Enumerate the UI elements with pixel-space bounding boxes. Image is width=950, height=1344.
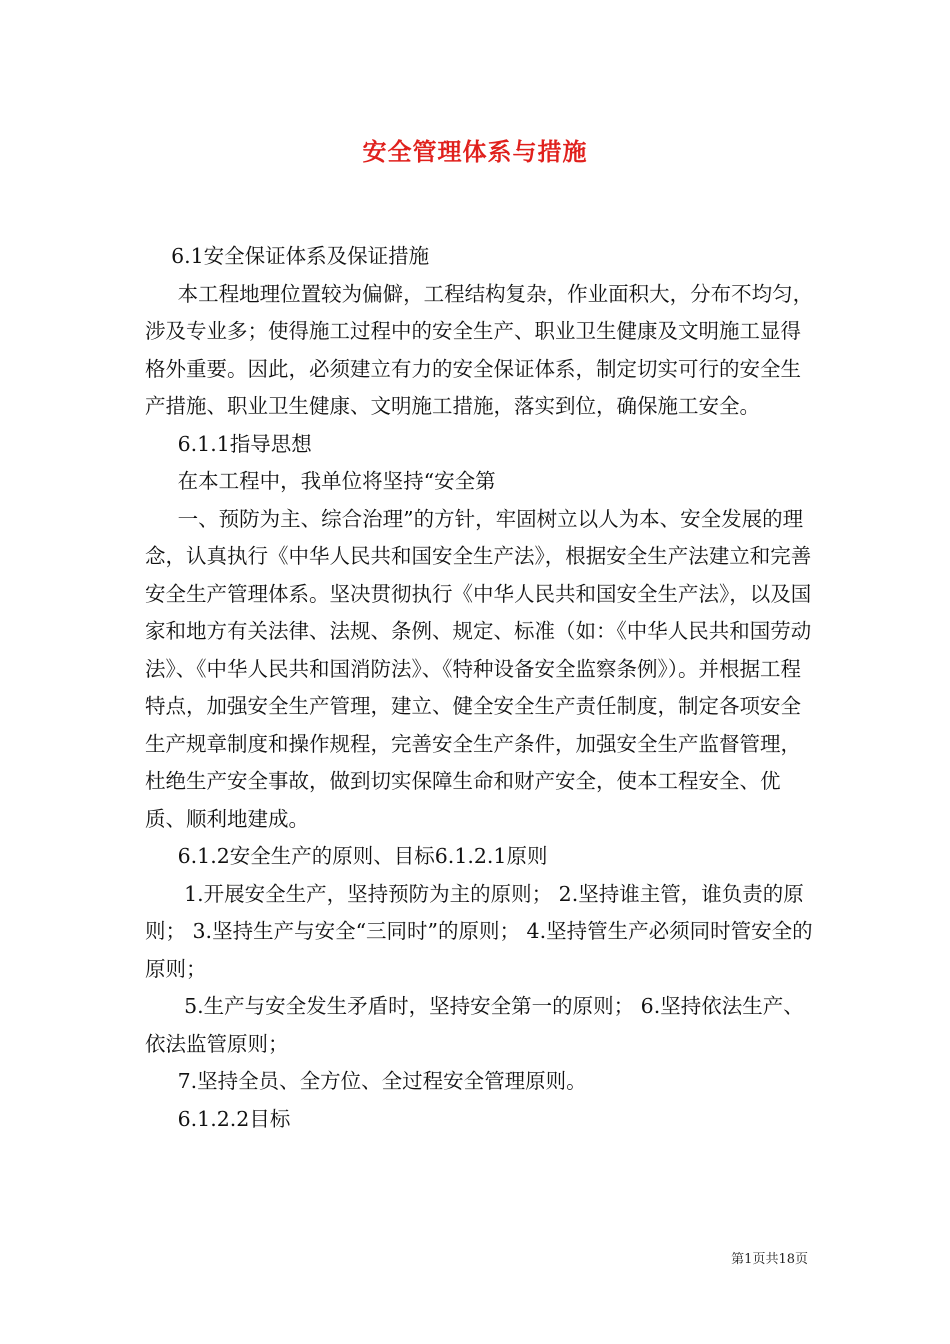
heading-6-1-2-2: 6.1.2.2目标 [145, 1106, 291, 1131]
document-body [145, 238, 815, 1138]
principle-7: 7.坚持全员、全方位、全过程安全管理原则。 [145, 1069, 587, 1093]
heading-6-1-1: 6.1.1指导思想 [145, 431, 312, 456]
principles-5-6: 5.生产与安全发生矛盾时，坚持安全第一的原则； 6.坚持依法生产、依法监管原则； [145, 994, 804, 1056]
paragraph-guiding-1: 在本工程中，我单位将坚持“安全第 [145, 469, 496, 493]
principles-1-4: 1.开展安全生产，坚持预防为主的原则； 2.坚持谁主管，谁负责的原则； 3.坚持生产与安全“三同时”的原则； 4.坚持管生产必须同时管安全的原则； [145, 881, 813, 981]
paragraph-intro: 本工程地理位置较为偏僻，工程结构复杂，作业面积大，分布不均匀，涉及专业多；使得施工过程中的安全生产、职业卫生健康及文明施工显得格外重要。因此，必须建立有力的安全保证体系，制定切实可行的安全生产措施、职业卫生健康、文明施工措施，落实到位，确保施工安全。 [145, 281, 814, 418]
heading-6-1: 6.1安全保证体系及保证措施 [145, 244, 430, 268]
document-title: 安全管理体系与措施 [362, 137, 588, 166]
heading-6-1-2: 6.1.2安全生产的原则、目标6.1.2.1原则 [145, 844, 548, 868]
paragraph-guiding-2: 一、预防为主、综合治理”的方针，牢固树立以人为本、安全发展的理念，认真执行《中华人民共和国安全生产法》，根据安全生产法建立和完善安全生产管理体系。坚决贯彻执行《中华人民共和国安全生产法》，以及国家和地方有关法律、法规、条例、规定、标准（如：《中华人民共和国劳动法》、《中华人民共和国消防法》、《特种设备安全监察条例》）。并根据工程特点，加强安全生产管理，建立、健全安全生产责任制度，制定各项安全生产规章制度和操作规程，完善安全生产条件，加强安全生产监督管理，杜绝生产安全事故，做到切实保障生命和财产安全，使本工程安全、优质、顺利地建成。 [145, 506, 812, 831]
page-number-footer: 第1页共18页 [731, 1252, 808, 1267]
